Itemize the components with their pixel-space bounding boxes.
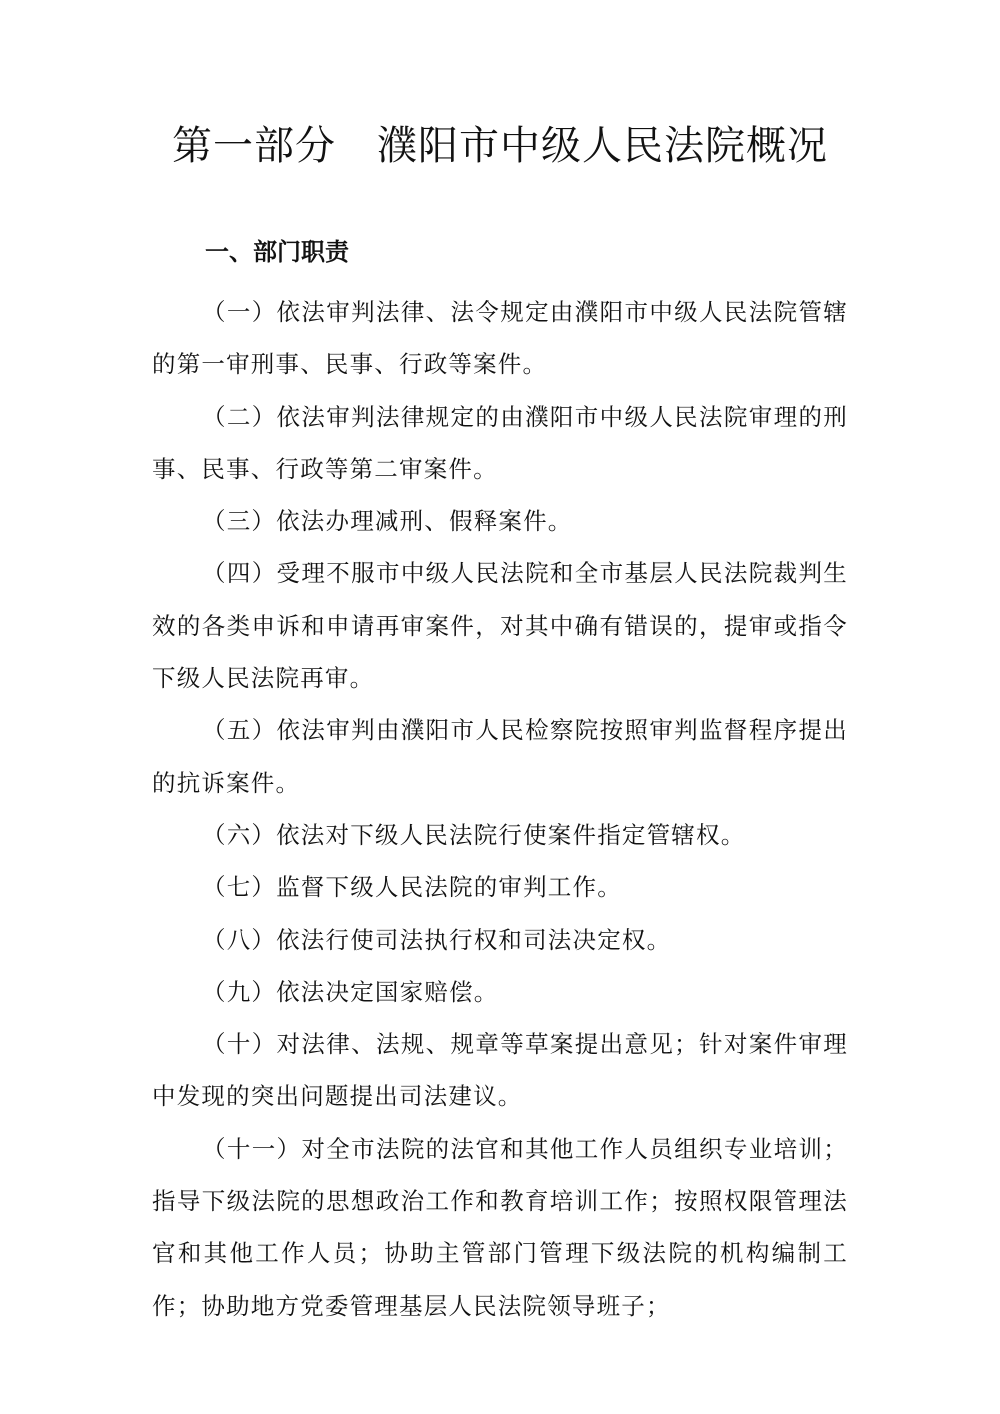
page-title: 第一部分 濮阳市中级人民法院概况: [172, 123, 828, 169]
paragraph-7: （七）监督下级人民法院的审判工作。: [202, 873, 622, 902]
paragraph-3: （三）依法办理减刑、假释案件。: [202, 507, 573, 536]
body-text: [152, 286, 848, 1332]
section-heading: 一、部门职责: [205, 238, 349, 266]
paragraph-1: （一）依法审判法律、法令规定由濮阳市中级人民法院管辖的第一审刑事、民事、行政等案件。: [152, 298, 848, 379]
paragraph-11: （十一）对全市法院的法官和其他工作人员组织专业培训；指导下级法院的思想政治工作和教育培训工作；按照权限管理法官和其他工作人员；协助主管部门管理下级法院的机构编制工作；协助地方党委管理基层人民法院领导班子；: [152, 1134, 848, 1320]
paragraph-5: （五）依法审判由濮阳市人民检察院按照审判监督程序提出的抗诉案件。: [152, 716, 848, 797]
paragraph-10: （十）对法律、法规、规章等草案提出意见；针对案件审理中发现的突出问题提出司法建议。: [152, 1030, 848, 1111]
paragraph-2: （二）依法审判法律规定的由濮阳市中级人民法院审理的刑事、民事、行政等第二审案件。: [152, 402, 848, 483]
paragraph-9: （九）依法决定国家赔偿。: [202, 977, 499, 1006]
paragraph-6: （六）依法对下级人民法院行使案件指定管辖权。: [202, 820, 746, 849]
paragraph-8: （八）依法行使司法执行权和司法决定权。: [202, 925, 672, 954]
paragraph-4: （四）受理不服市中级人民法院和全市基层人民法院裁判生效的各类申诉和申请再审案件，对其中确有错误的，提审或指令下级人民法院再审。: [152, 559, 848, 693]
